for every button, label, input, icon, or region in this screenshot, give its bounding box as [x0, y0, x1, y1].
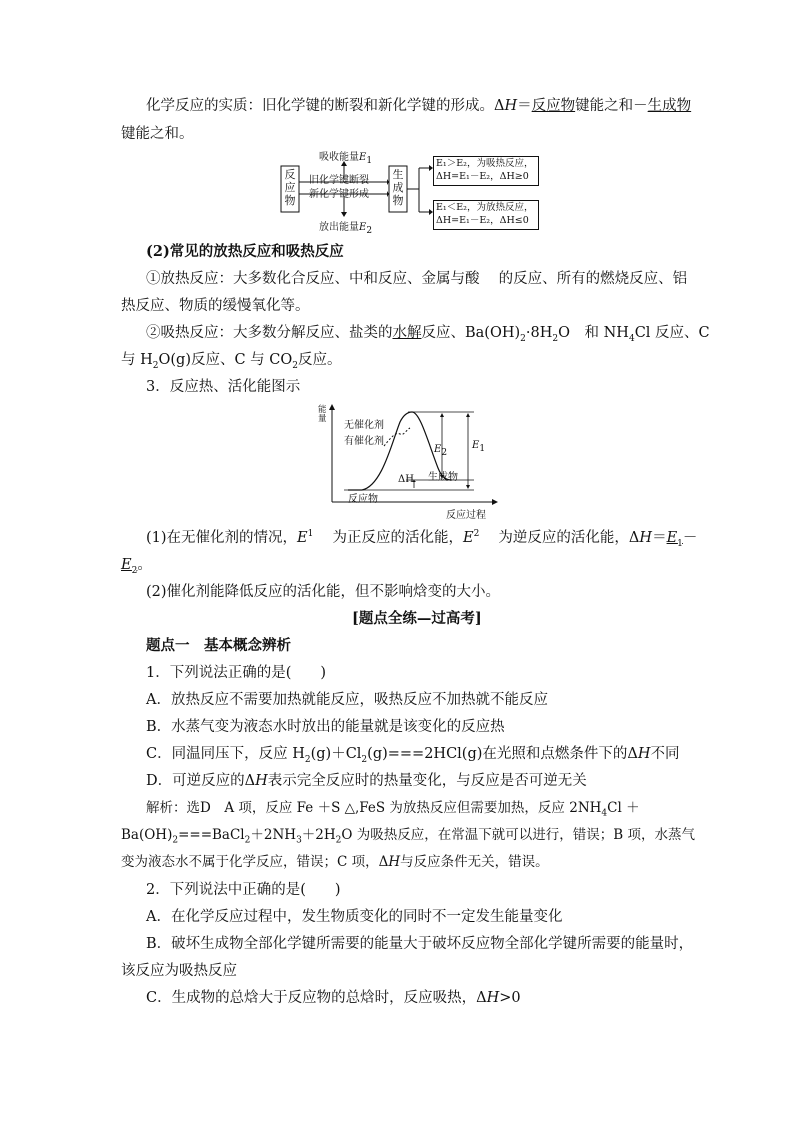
section-3-title: 3．反应热、活化能图示 — [146, 379, 301, 395]
q2-option-b-line-2: 该反应为吸热反应 — [121, 963, 237, 979]
with-catalyst-label: 有催化剂 — [344, 436, 384, 447]
reactant-label: 反应物 — [348, 494, 378, 505]
q1-option-b: B．水蒸气变为液态水时放出的能量就是该变化的反应热 — [146, 719, 505, 735]
intro-line-2: 键能之和。 — [121, 126, 194, 142]
q2-option-a: A．在化学反应过程中，发生物质变化的同时不一定发生能量变化 — [146, 909, 563, 925]
topic-1-title: 题点一 基本概念辨析 — [146, 637, 291, 654]
q1-option-d: D．可逆反应的ΔH表示完全反应时的热量变化，与反应是否可逆无关 — [146, 773, 587, 789]
q1-stem: 1．下列说法正确的是( ) — [146, 665, 327, 681]
endothermic-case-box — [433, 156, 539, 186]
activation-paragraph-1: (1)在无催化剂的情况，$E^1$ 为正反应的活化能，$E^2$ 为逆反应的活化能，$\Delta H=E_1-$ — [146, 529, 698, 549]
intro-line-1: 化学反应的实质：旧化学键的断裂和新化学键的形成。ΔH＝反应物键能之和－生成物 — [146, 98, 692, 114]
reactant-box-label: 反 应 物 — [284, 168, 296, 207]
q2-stem: 2．下列说法中正确的是( ) — [146, 882, 341, 898]
bond-break-label: 旧化学键断裂 — [309, 175, 369, 186]
x-axis-label: 反应过程 — [446, 510, 486, 521]
activation-energy-diagram — [318, 402, 498, 522]
exothermic-line-2: 热反应、物质的缓慢氧化等。 — [121, 298, 310, 314]
endothermic-case-line-1: E₁＞E₂，为吸热反应， — [436, 158, 534, 169]
delta-h-label: ΔH — [398, 474, 414, 485]
activation-paragraph-1-end: $E_2$。 — [121, 557, 152, 576]
absorb-energy-label: 吸收能量$E_1$ — [319, 152, 373, 166]
q1-option-a: A．放热反应不需要加热就能反应，吸热反应不加热就不能反应 — [146, 692, 548, 708]
e2-label: $E_2$ — [434, 444, 448, 458]
e1-label: $E_1$ — [472, 440, 486, 454]
analysis-line-1: 解析：选D A 项，反应 Fe ＋S △,FeS 为放热反应但需要加热，反应 $2NH_4Cl$ ＋ — [146, 800, 640, 819]
section-2-title: (2)常见的放热反应和吸热反应 — [146, 243, 344, 260]
exothermic-case-line-2: ΔH=E₁－E₂，ΔH≤0 — [436, 215, 529, 226]
analysis-line-2: $Ba(OH)_2===BaCl_2+2NH_3+2H_2O$ 为吸热反应，在常温下就可以进行，错误；B 项，水蒸气 — [121, 827, 695, 846]
product-box-label: 生 成 物 — [392, 168, 404, 207]
q2-option-c: C．生成物的总焓大于反应物的总焓时，反应吸热，ΔH>0 — [146, 990, 521, 1006]
exothermic-case-line-1: E₁＜E₂，为放热反应， — [436, 202, 534, 213]
exothermic-case-box — [433, 200, 539, 230]
practice-header: [题点全练—过高考] — [352, 610, 482, 627]
release-energy-label: 放出能量$E_2$ — [319, 222, 373, 236]
q1-option-c: C．同温同压下，反应 $H_2(g)+Cl_2(g)===2HCl(g)$在光照和点燃条件下的ΔH不同 — [146, 746, 680, 765]
q2-option-b-line-1: B．破坏生成物全部化学键所需要的能量大于破坏反应物全部化学键所需要的能量时， — [146, 936, 694, 952]
analysis-line-3: 变为液态水不属于化学反应，错误；C 项，ΔH与反应条件无关，错误。 — [121, 854, 549, 870]
bond-energy-diagram — [279, 146, 541, 236]
endothermic-line-1: ②吸热反应：大多数分解反应、盐类的水解反应、$Ba(OH)_2\cdot 8H_2O$ 和 $NH_4Cl$ 反应、C — [146, 325, 710, 344]
exothermic-line-1: ①放热反应：大多数化合反应、中和反应、金属与酸 的反应、所有的燃烧反应、铝 — [146, 271, 688, 287]
y-axis-label: 能量 — [318, 405, 327, 424]
activation-paragraph-2: (2)催化剂能降低反应的活化能，但不影响焓变的大小。 — [146, 584, 501, 600]
product-label: 生成物 — [428, 472, 458, 483]
bond-form-label: 新化学键形成 — [309, 189, 369, 200]
endothermic-case-line-2: ΔH=E₁－E₂，ΔH≥0 — [436, 171, 529, 182]
no-catalyst-label: 无催化剂 — [344, 420, 384, 431]
endothermic-line-2: 与 $H_2O(g)$反应、C 与 $CO_2$反应。 — [121, 352, 342, 371]
